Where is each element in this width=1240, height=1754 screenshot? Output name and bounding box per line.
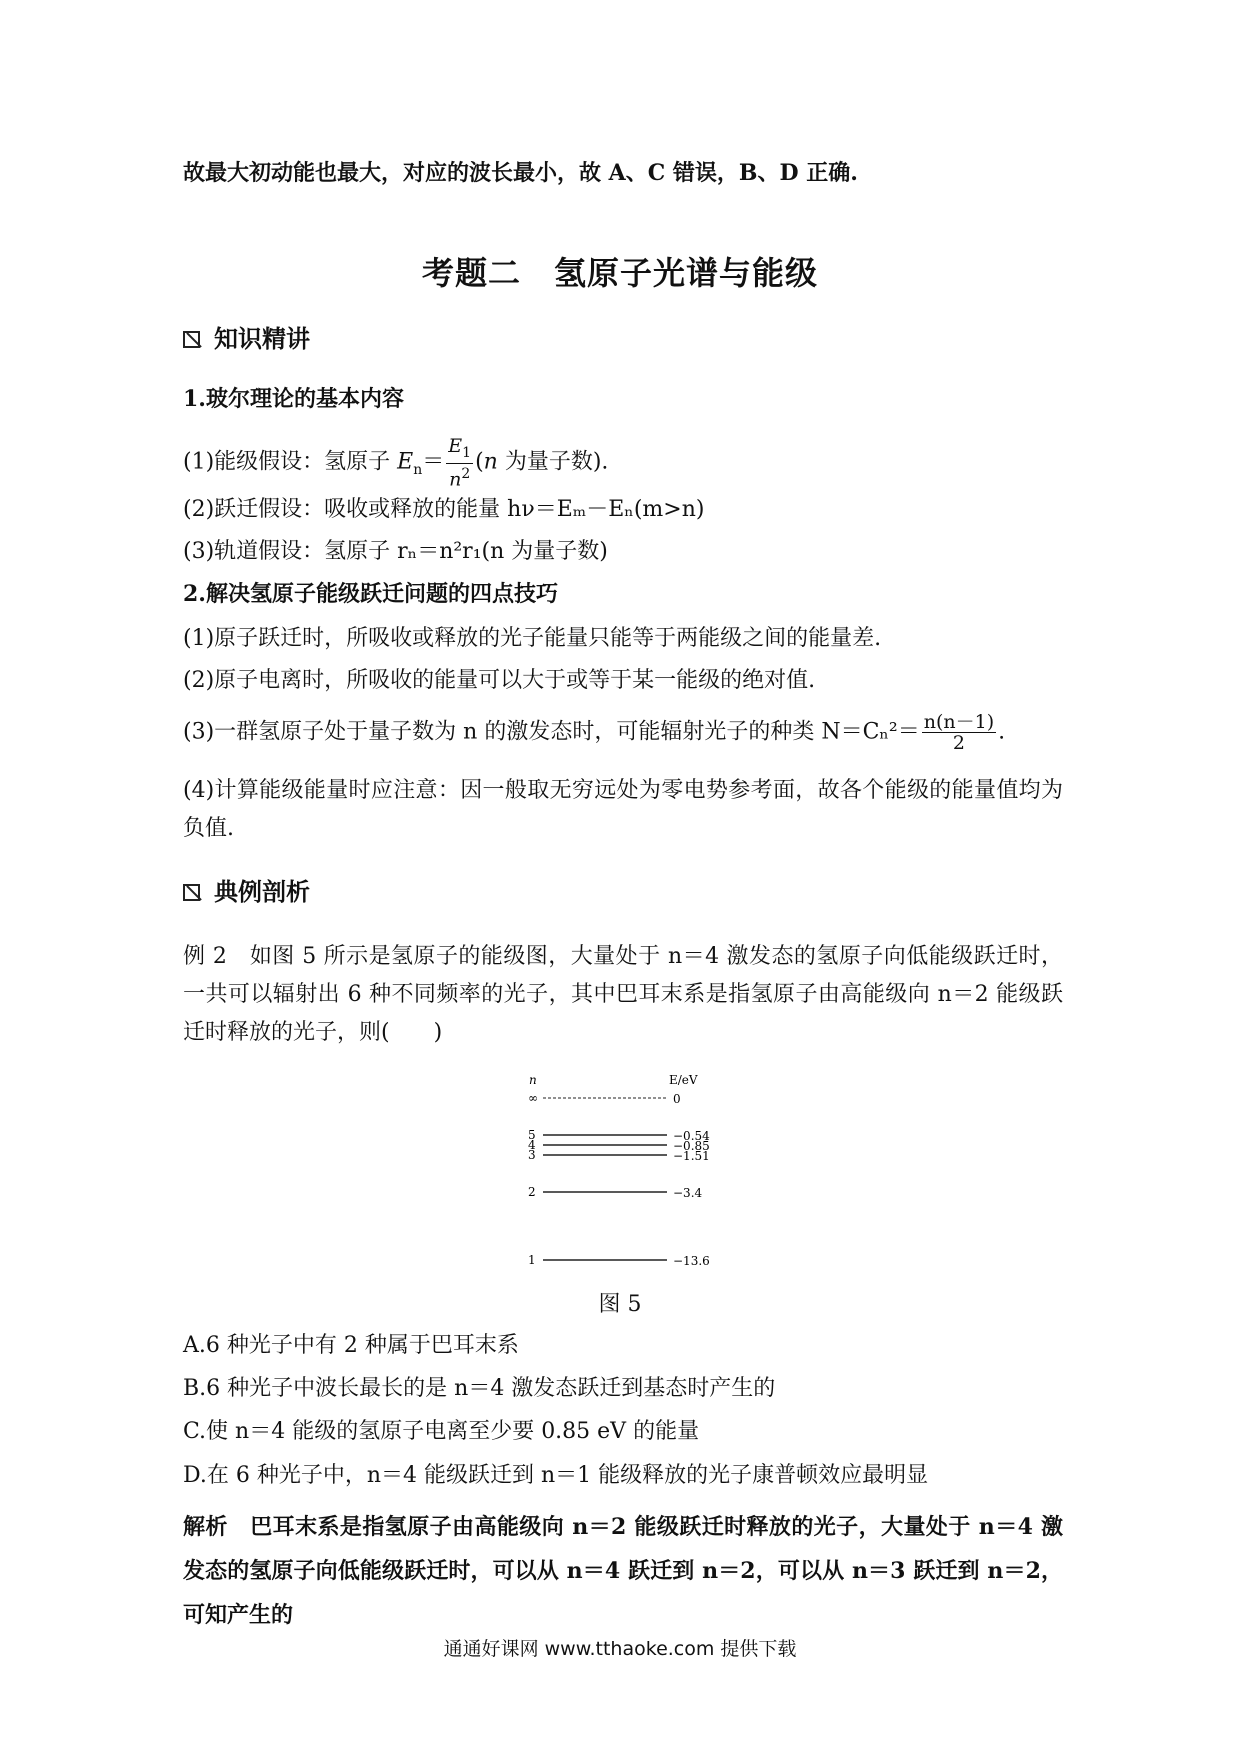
level-n-label: 4 — [528, 1138, 536, 1152]
energy-level-diagram — [525, 1070, 725, 1280]
section-label: 典例剖析 — [214, 877, 310, 906]
top-line: 故最大初动能也最大，对应的波长最小，故 A、C 错误，B、D 正确. — [183, 160, 858, 186]
level-energy-label: −0.54 — [673, 1129, 710, 1143]
analysis: 解析 巴耳末系是指氢原子由高能级向 n＝2 能级跃迁时释放的光子，大量处于 n＝4 激发态的氢原子向低能级跃迁时，可以从 n＝4 跃迁到 n＝2，可以从 n＝3 跃迁到 n＝2，可知产生的 — [183, 1514, 1063, 1628]
fraction-denominator: 2 — [952, 732, 965, 754]
level-n-label: ∞ — [528, 1091, 538, 1105]
level-n-label: 2 — [528, 1185, 536, 1199]
energy-axis-label: E/eV — [669, 1073, 698, 1087]
option-d[interactable]: D.在 6 种光子中，n＝4 能级跃迁到 n＝1 能级释放的光子康普顿效应最明显 — [183, 1463, 929, 1488]
item-orbit: (3)轨道假设：氢原子 rₙ＝n²r₁(n 为量子数) — [183, 539, 608, 564]
item1-prefix: (1)能级假设：氢原子 — [183, 449, 398, 475]
level-energy-label: −13.6 — [673, 1254, 710, 1268]
figure-caption: 图 5 — [598, 1292, 642, 1317]
item-energy-level: (1)能级假设：氢原子 $E_n=$ $\frac{E_1}{n^2}$ (n 为量子数). — [183, 435, 609, 491]
option-a[interactable]: A.6 种光子中有 2 种属于巴耳末系 — [183, 1333, 519, 1358]
level-energy-label: −1.51 — [673, 1149, 710, 1163]
tip-3: (3)一群氢原子处于量子数为 n 的激发态时，可能辐射光子的种类 N＝Cₙ²＝ $\frac{n(n-1)}{2}$ . — [183, 711, 1006, 754]
section-marker-icon — [183, 884, 200, 901]
item1-suffix: 为量子数). — [504, 449, 609, 475]
section-label: 知识精讲 — [214, 324, 310, 353]
level-n-label: 5 — [528, 1128, 536, 1142]
example-2-question: 例 2 如图 5 所示是氢原子的能级图，大量处于 n＝4 激发态的氢原子向低能级跃迁时，一共可以辐射出 6 种不同频率的光子，其中巴耳末系是指氢原子由高能级向 n＝2 能级跃迁时释放的光子，则( ) — [183, 944, 1063, 1045]
tip3-prefix: (3)一群氢原子处于量子数为 n 的激发态时，可能辐射光子的种类 N＝Cₙ²＝ — [183, 719, 920, 745]
fraction-numerator: n(n－1) — [923, 711, 995, 733]
section-heading-examples — [183, 877, 310, 907]
level-energy-label: 0 — [673, 1092, 681, 1106]
option-b[interactable]: B.6 种光子中波长最长的是 n＝4 激发态跃迁到基态时产生的 — [183, 1376, 776, 1401]
item-transition: (2)跃迁假设：吸收或释放的能量 hν＝Eₘ－Eₙ(m>n) — [183, 497, 705, 522]
tip-2: (2)原子电离时，所吸收的能量可以大于或等于某一能级的绝对值. — [183, 668, 816, 693]
option-c[interactable]: C.使 n＝4 能级的氢原子电离至少要 0.85 eV 的能量 — [183, 1419, 700, 1444]
section-marker-icon — [183, 331, 200, 348]
level-n-label: 3 — [528, 1148, 536, 1162]
page-title: 考题二 氢原子光谱与能级 — [421, 254, 818, 292]
fraction-e1-n2: $\frac{E_1}{n^2}$ — [448, 435, 472, 491]
tip-4: (4)计算能级能量时应注意：因一般取无穷远处为零电势参考面，故各个能级的能量值均为负值. — [183, 778, 1063, 841]
heading-bohr: 1.玻尔理论的基本内容 — [183, 386, 404, 412]
fraction-combination — [922, 712, 996, 753]
n-axis-label: n — [529, 1073, 537, 1087]
level-n-label: 1 — [528, 1253, 536, 1267]
level-energy-label: −3.4 — [673, 1186, 703, 1200]
level-energy-label: −0.85 — [673, 1139, 710, 1153]
heading-tips: 2.解决氢原子能级跃迁问题的四点技巧 — [183, 581, 558, 607]
section-heading-knowledge — [183, 324, 310, 354]
footer: 通通好课网 www.tthaoke.com 提供下载 — [443, 1638, 797, 1660]
tip-1: (1)原子跃迁时，所吸收或释放的光子能量只能等于两能级之间的能量差. — [183, 626, 882, 651]
